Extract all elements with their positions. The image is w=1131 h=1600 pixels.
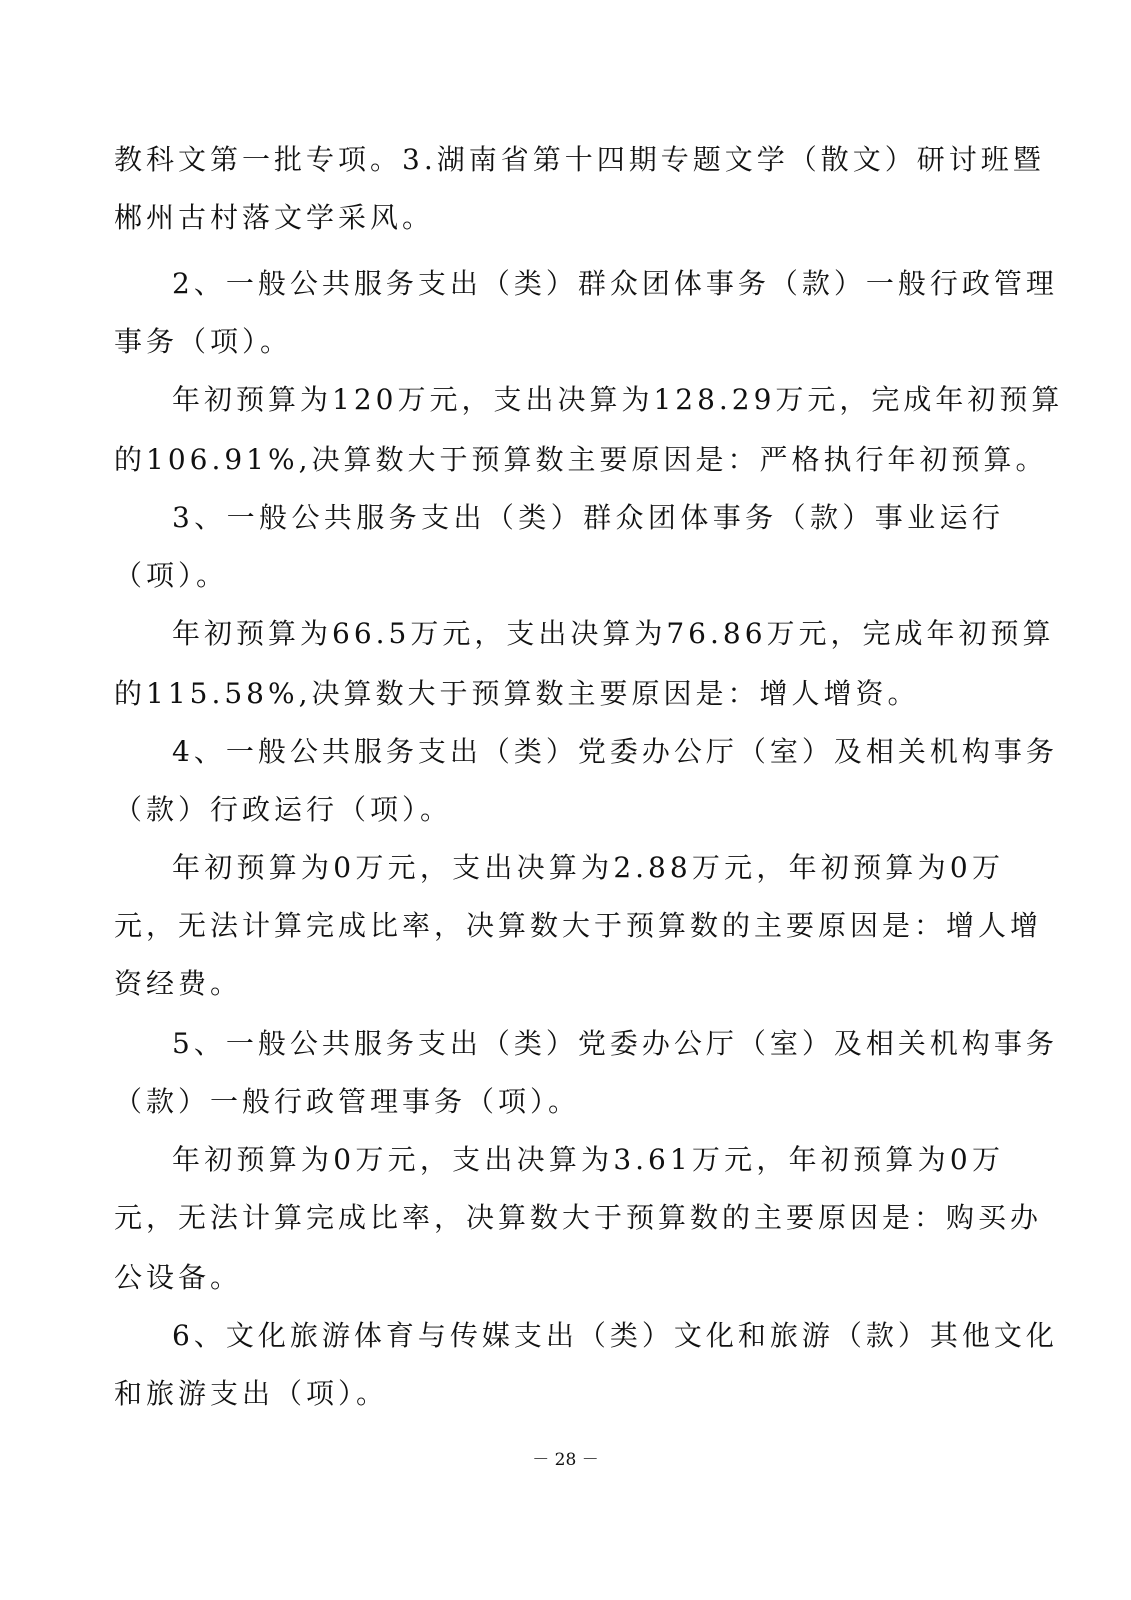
section-heading-cont: （项）。 (114, 559, 229, 592)
section-heading: 3、一般公共服务支出（类）群众团体事务（款）事业运行 (172, 501, 1004, 534)
page-number: － 28 － (532, 1450, 599, 1470)
text-line: 年初预算为66.5万元，支出决算为76.86万元，完成年初预算 (172, 617, 1055, 650)
section-heading: 5、一般公共服务支出（类）党委办公厅（室）及相关机构事务 (172, 1027, 1058, 1060)
section-heading-cont: 和旅游支出（项）。 (114, 1377, 389, 1410)
section-heading-cont: （款）一般行政管理事务（项）。 (114, 1085, 581, 1118)
section-heading-cont: （款）行政运行（项）。 (114, 793, 453, 826)
text-line: 元，无法计算完成比率，决算数大于预算数的主要原因是：增人增 (114, 909, 1043, 942)
section-heading-cont: 事务（项）。 (114, 325, 293, 358)
text-line: 郴州古村落文学采风。 (114, 201, 435, 234)
text-line: 教科文第一批专项。3.湖南省第十四期专题文学（散文）研讨班暨 (114, 143, 1045, 176)
section-heading: 4、一般公共服务支出（类）党委办公厅（室）及相关机构事务 (172, 735, 1058, 768)
text-line: 资经费。 (114, 967, 243, 1000)
text-line: 年初预算为120万元，支出决算为128.29万元，完成年初预算 (172, 383, 1064, 416)
text-line: 的106.91%,决算数大于预算数主要原因是：严格执行年初预算。 (114, 443, 1048, 476)
text-line: 公设备。 (114, 1261, 243, 1294)
text-line: 年初预算为0万元，支出决算为2.88万元，年初预算为0万 (172, 851, 1004, 884)
text-line: 元，无法计算完成比率，决算数大于预算数的主要原因是：购买办 (114, 1201, 1043, 1234)
text-line: 年初预算为0万元，支出决算为3.61万元，年初预算为0万 (172, 1143, 1004, 1176)
section-heading: 6、文化旅游体育与传媒支出（类）文化和旅游（款）其他文化 (172, 1319, 1058, 1352)
section-heading: 2、一般公共服务支出（类）群众团体事务（款）一般行政管理 (172, 267, 1058, 300)
text-line: 的115.58%,决算数大于预算数主要原因是：增人增资。 (114, 677, 920, 710)
